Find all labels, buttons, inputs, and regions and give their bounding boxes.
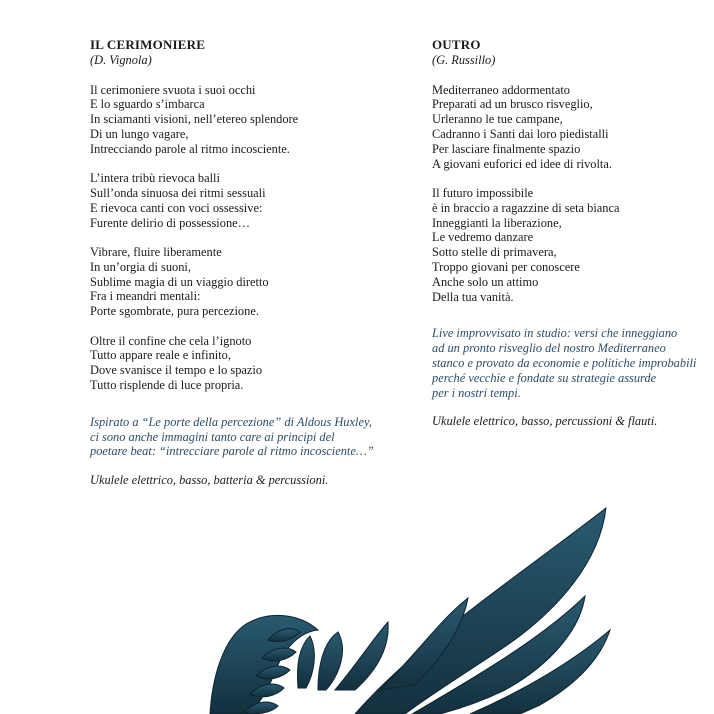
verse-line: Inneggianti la liberazione, (432, 215, 562, 230)
verse-line: è in braccio a ragazzine di seta bianca (432, 200, 620, 215)
note-line: per i nostri tempi. (432, 385, 521, 400)
verse-line: Troppo giovani per conoscere (432, 259, 580, 274)
verse-line: In un’orgia di suoni, (90, 259, 191, 274)
verse-line: Cadranno i Santi dai loro piedistalli (432, 126, 609, 141)
verse-line: Le vedremo danzare (432, 230, 534, 245)
wing-feather (335, 622, 388, 690)
verse-line: Il futuro impossibile (432, 185, 534, 200)
verse-line: Tutto appare reale e infinito, (90, 348, 231, 363)
note-line: poetare beat: “intrecciare parole al ritmo incosciente…” (90, 444, 374, 459)
wing-feather (318, 632, 342, 690)
verse-line: Furente delirio di possessione… (90, 215, 251, 230)
verse-line: Di un lungo vagare, (90, 126, 189, 141)
verse-line: Sotto stelle di primavera, (432, 245, 557, 260)
note-line: Live improvvisato in studio: versi che inneggiano (432, 326, 678, 341)
poem-title: IL CERIMONIERE (90, 37, 206, 52)
verse-line: Urleranno le tue campane, (432, 112, 563, 127)
verse-line: Anche solo un attimo (432, 274, 539, 289)
verse-line: Tutto risplende di luce propria. (90, 377, 244, 392)
note-line: Ispirato a “Le porte della percezione” di Aldous Huxley, (90, 414, 372, 429)
verse-line: L’intera tribù rievoca balli (90, 171, 220, 186)
verse-line: E lo sguardo s’imbarca (90, 97, 205, 112)
poem-author: (G. Russillo) (432, 52, 496, 67)
instruments-credit: Ukulele elettrico, basso, batteria & percussioni. (90, 473, 329, 488)
verse-line: Sublime magia di un viaggio diretto (90, 274, 269, 289)
verse-line: Sull’onda sinuosa dei ritmi sessuali (90, 185, 266, 200)
verse-line: Porte sgombrate, pura percezione. (90, 304, 259, 319)
verse-line: Dove svanisce il tempo e lo spazio (90, 363, 263, 378)
verse-line: E rievoca canti con voci ossessive: (90, 200, 263, 215)
verse-line: Mediterraneo addormentato (432, 82, 570, 97)
poem-title: OUTRO (432, 37, 481, 52)
instruments-credit: Ukulele elettrico, basso, percussioni & flauti. (432, 414, 658, 429)
note-line: perché vecchie e fondate su strategie assurde (432, 370, 657, 385)
verse-line: Oltre il confine che cela l’ignoto (90, 333, 252, 348)
verse-line: Intrecciando parole al ritmo incosciente. (90, 141, 290, 156)
verse-line: Vibrare, fluire liberamente (90, 244, 222, 259)
verse-line: Per lasciare finalmente spazio (432, 141, 581, 156)
verse-line: Preparati ad un brusco risveglio, (432, 97, 593, 112)
verse-line: Il cerimoniere svuota i suoi occhi (90, 82, 256, 97)
note-line: ad un pronto risveglio del nostro Mediterraneo (432, 341, 666, 356)
verse-line: Fra i meandri mentali: (90, 289, 201, 304)
poem-author: (D. Vignola) (90, 52, 152, 67)
wing-feather (298, 636, 315, 688)
verse-line: A giovani euforici ed idee di rivolta. (432, 156, 612, 171)
note-line: stanco e provato da economie e politiche improbabili (432, 355, 697, 370)
verse-line: Della tua vanità. (432, 289, 514, 304)
verse-line: In sciamanti visioni, nell’etereo splendore (90, 112, 299, 127)
note-line: ci sono anche immagini tanto care ai principi del (90, 429, 335, 444)
